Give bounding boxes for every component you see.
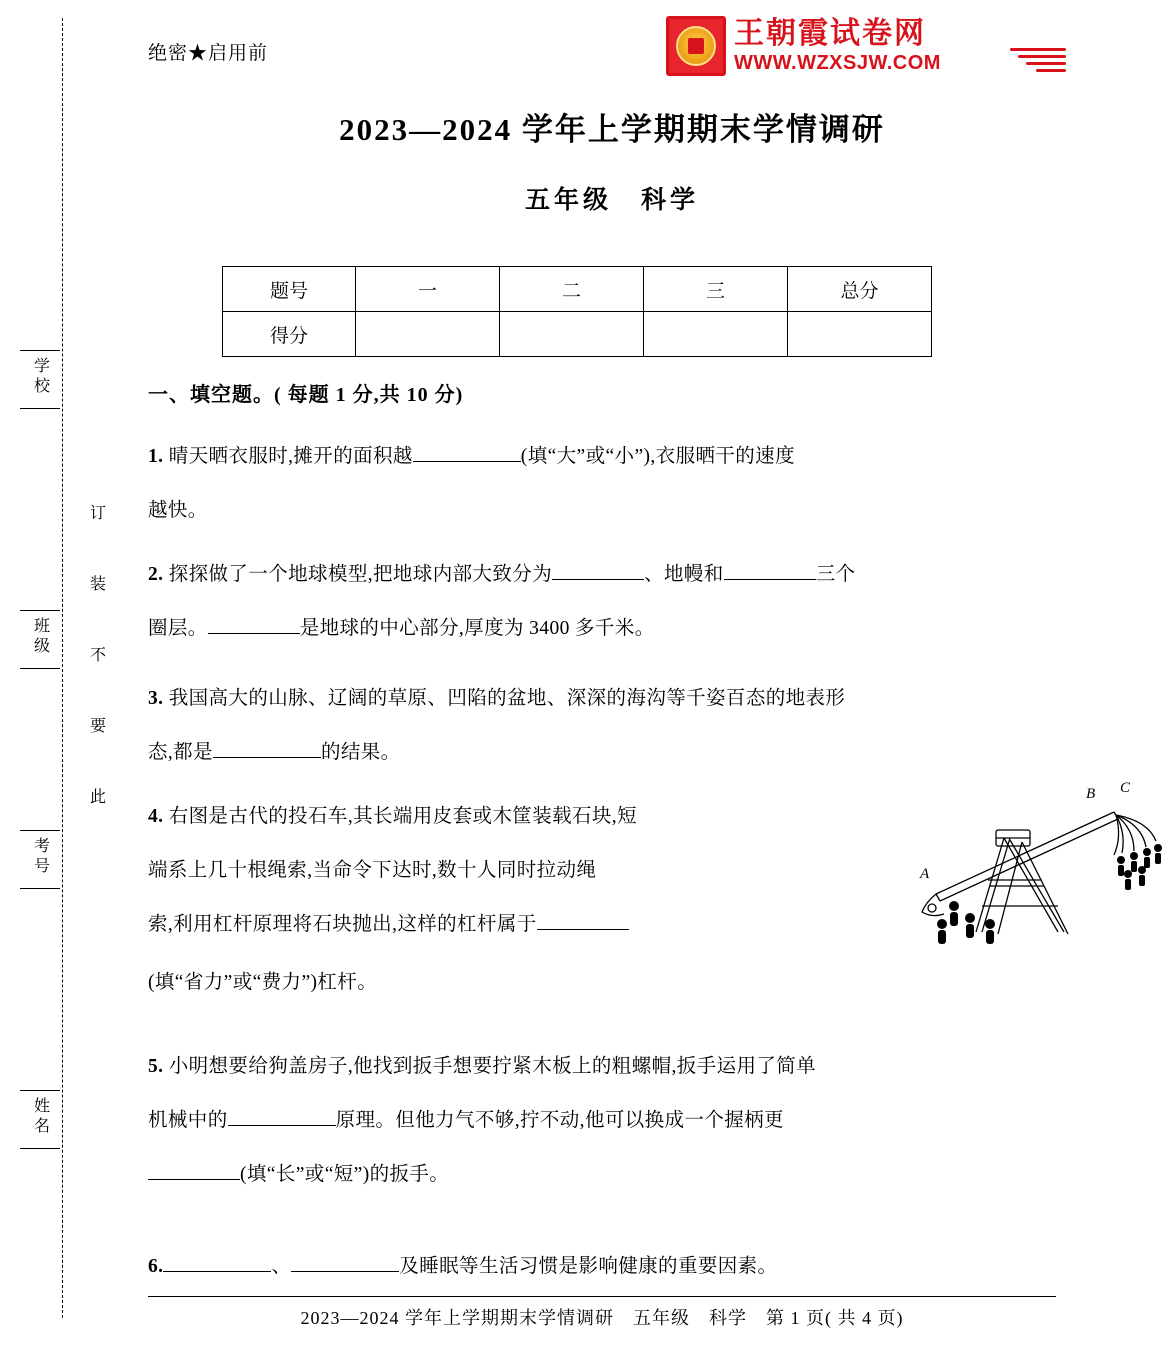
logo-brand: 王朝霞试卷网 <box>734 17 926 51</box>
secrecy-note: 绝密★启用前 <box>148 43 269 64</box>
question-text: 三个 <box>815 564 856 585</box>
seal-field-school <box>18 350 62 409</box>
question-text: (填“省力”或“费力”)杠杆。 <box>148 972 378 993</box>
table-cell: 二 <box>500 267 644 312</box>
seal-field-name <box>18 1090 62 1149</box>
answer-blank[interactable] <box>724 579 816 580</box>
emblem-icon <box>666 16 726 76</box>
answer-blank[interactable] <box>291 1271 399 1272</box>
answer-blank[interactable] <box>163 1271 271 1272</box>
question-text: 晴天晒衣服时,摊开的面积越 <box>168 446 413 467</box>
table-cell: 一 <box>356 267 500 312</box>
logo-url: WWW.WZXSJW.COM <box>734 51 941 74</box>
seal-word: 此 <box>89 789 106 806</box>
question-text: 、 <box>271 1256 292 1277</box>
question-number: 2. <box>148 564 164 585</box>
question-5 <box>148 1040 1048 1202</box>
figure-label-a: A <box>920 866 930 882</box>
answer-blank[interactable] <box>208 633 300 634</box>
seal-field-class <box>18 610 62 669</box>
question-number: 5. <box>148 1056 164 1077</box>
question-text: 索,利用杠杆原理将石块抛出,这样的杠杆属于 <box>148 914 537 935</box>
figure-label-c: C <box>1120 780 1131 796</box>
seal-column <box>0 0 140 1350</box>
question-text: 机械中的 <box>148 1110 228 1131</box>
seal-word: 装 <box>89 576 106 593</box>
question-text: (填“大”或“小”),衣服晒干的速度 <box>520 446 795 467</box>
seal-word: 订 <box>89 505 106 522</box>
answer-blank[interactable] <box>213 757 321 758</box>
section-heading: 一、填空题。( 每题 1 分,共 10 分) <box>148 384 464 406</box>
seal-field-exam-number <box>18 830 62 889</box>
seal-field-label: 学校 <box>31 357 49 397</box>
question-number: 4. <box>148 806 164 827</box>
catapult-figure <box>918 782 1168 957</box>
answer-blank[interactable] <box>552 579 644 580</box>
question-text: 小明想要给狗盖房子,他找到扳手想要拧紧木板上的粗螺帽,扳手运用了简单 <box>168 1056 817 1077</box>
seal-field-label: 姓名 <box>31 1097 49 1137</box>
question-2 <box>148 548 1048 656</box>
answer-blank[interactable] <box>413 461 521 462</box>
question-1 <box>148 430 1048 538</box>
table-row <box>223 267 932 312</box>
seal-words <box>85 500 111 855</box>
question-text: 越快。 <box>148 500 208 521</box>
site-logo <box>666 14 1066 78</box>
question-6 <box>148 1240 1048 1294</box>
score-input-cell[interactable] <box>788 312 932 357</box>
question-3 <box>148 672 1048 780</box>
footer-divider <box>148 1296 1056 1297</box>
question-text: 的结果。 <box>320 742 401 763</box>
question-text: 态,都是 <box>148 742 213 763</box>
wave-lines-icon <box>1010 48 1066 74</box>
seal-word: 要 <box>89 718 106 735</box>
seal-field-label: 班级 <box>31 617 49 657</box>
seal-word: 不 <box>89 647 106 664</box>
figure-label-b: B <box>1086 786 1096 802</box>
table-cell: 总分 <box>788 267 932 312</box>
answer-blank[interactable] <box>537 929 629 930</box>
table-cell: 题号 <box>223 267 356 312</box>
question-number: 3. <box>148 688 164 709</box>
score-input-cell[interactable] <box>356 312 500 357</box>
page-footer: 2023—2024 学年上学期期末学情调研 五年级 科学 第 1 页( 共 4 页) <box>300 1308 904 1328</box>
question-4 <box>148 790 808 1010</box>
question-text: (填“长”或“短”)的扳手。 <box>240 1164 450 1185</box>
content-column <box>140 0 1131 1350</box>
answer-blank[interactable] <box>228 1125 336 1126</box>
table-cell: 得分 <box>223 312 356 357</box>
table-row <box>223 312 932 357</box>
score-table <box>222 266 932 357</box>
seal-field-label: 考号 <box>31 837 49 877</box>
question-text: 右图是古代的投石车,其长端用皮套或木筐装载石块,短 <box>168 806 637 827</box>
question-text: 及睡眠等生活习惯是影响健康的重要因素。 <box>399 1256 778 1277</box>
score-input-cell[interactable] <box>500 312 644 357</box>
question-text: 是地球的中心部分,厚度为 3400 多千米。 <box>299 618 655 639</box>
answer-blank[interactable] <box>148 1179 240 1180</box>
seal-dashed-line <box>62 18 63 1318</box>
page-subtitle: 五年级 科学 <box>524 187 699 214</box>
page-title: 2023—2024 学年上学期期末学情调研 <box>339 112 885 147</box>
question-number: 1. <box>148 446 164 467</box>
question-text: 我国高大的山脉、辽阔的草原、凹陷的盆地、深深的海沟等千姿百态的地表形 <box>168 688 846 709</box>
question-text: 圈层。 <box>148 618 208 639</box>
table-cell: 三 <box>644 267 788 312</box>
score-input-cell[interactable] <box>644 312 788 357</box>
question-text: 端系上几十根绳索,当命令下达时,数十人同时拉动绳 <box>148 860 597 881</box>
question-text: 、地幔和 <box>644 564 724 585</box>
question-number: 6. <box>148 1256 164 1277</box>
question-text: 探探做了一个地球模型,把地球内部大致分为 <box>168 564 553 585</box>
question-text: 原理。但他力气不够,拧不动,他可以换成一个握柄更 <box>335 1110 784 1131</box>
